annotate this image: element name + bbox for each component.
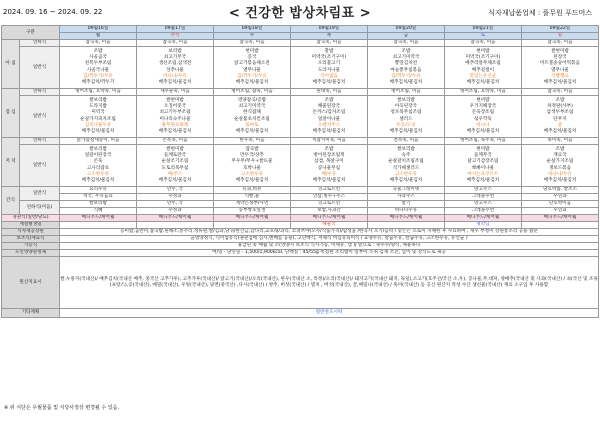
menu-item: 생보드볶음 [548,165,572,171]
weekday-header: 토 [444,33,521,40]
menu-cell [367,145,444,187]
menu-item: 쌀현미밥 [551,48,569,54]
table-row [2,33,599,40]
menu-item: 배추김치/물김치 [389,177,423,183]
date-header: 09월20일 [367,26,444,33]
snack-cell: 쌀보리밥 [60,201,137,208]
snack-cell: 식혜 [60,208,137,215]
menu-item: 배추김치/물김치 [543,128,577,134]
menu-item: 쇠고기두부조림 [159,110,191,116]
menu-item: 닭고기감장조림 [467,159,499,165]
menu-item: 마늘쫑무침볶음 [390,67,422,73]
menu-cell [444,96,521,138]
menu-item: 섞우깍둑 [474,116,492,122]
footnote: ※ 위 식단은 우월물품 및 식당사정상 변경될 수 있음. [4,405,120,411]
menu-item: 생선조림,삼색전 [158,61,192,67]
snack-cell: 수정과 [137,194,214,201]
menu-item: 열무나물 [243,67,261,73]
menu-cell [367,96,444,138]
menu-item: 우유/도넛 [396,122,416,128]
menu-cell [367,47,444,89]
menu-item: 재료국 [553,153,567,159]
snack-cell: 단호박미음 [521,201,598,208]
general-label: 일반식 [20,145,60,187]
snack-cell: 콩부쌍호잎생 [213,208,290,215]
origin-label: 원산지표시 [2,257,60,309]
menu-item: 영양잡곡/콩밥 [237,97,267,103]
meal-plan-table [1,25,599,318]
page-header [0,0,600,28]
menu-cell [137,145,214,187]
yeonhwa-cell: 새우순죽, 미음 [137,89,214,96]
yeonhwa-label: 연하식 [20,89,60,96]
date-header: 09월19일 [290,26,367,33]
menu-item: 뽕잎김치전 [394,61,418,67]
menu-item: 콩국 [247,55,257,61]
menu-item: 돈육장조림 [471,110,495,116]
menu-item: 배추김치/물김치 [466,79,500,85]
menu-item: 고소한우유 [394,171,418,177]
menu-item: 한식잡채 [243,110,261,116]
menu-item: 석어없음 [320,73,338,79]
table-row [2,243,599,250]
menu-item: 콘육 [93,159,103,165]
menu-item: 아욱된장국 [394,104,418,110]
menu-item: 배추김치/물김치 [466,177,500,183]
snack-cell: 인삼,빙수+주스 [290,194,367,201]
menu-item: 숙주 [401,153,411,159]
table-row [2,250,599,257]
snack-cell: 그레몰수면 [444,208,521,215]
menu-item: 잡곡밥 [245,146,259,152]
menu-item: 토마토 [245,122,259,128]
menu-cell [444,145,521,187]
special-cell [213,222,290,229]
menu-item: 배추김치/물김치 [235,128,269,134]
menu-item: 우거지해장국 [469,104,497,110]
note-label: 식자재공장원 [2,229,60,236]
yeonhwa-label: 연하식 [20,138,60,145]
menu-item: 조밥 [401,48,411,54]
tube-feeding-label: 경관식(일반/당뇨) [2,215,60,222]
menu-item: 단무지 [553,116,567,122]
menu-item: 풀무원요플레 [161,122,189,128]
special-cell [367,222,444,229]
snack-cell: 요리우유 [60,187,137,194]
snack-label: 간식 [2,187,20,215]
note-label: 기능식 [2,243,60,250]
page-title: < 건강한 밥상차림표 > [228,6,372,21]
yeonhwa-cell: 원대죽, 미음 [290,89,367,96]
menu-item: 도라지나물 [317,67,341,73]
menu-item: 쌀현미밥 [166,97,184,103]
menu-cell [444,47,521,89]
other-plan-text: 밀반찬도시락 [60,309,599,318]
menu-cell [521,96,598,138]
menu-item: 고소한우유 [240,171,264,177]
menu-item: 쌀현미밥 [166,146,184,152]
date-header: 09월21일 [444,26,521,33]
origin-text: 쌀,누룽지(국내산)/ 배추김치(국내산 배추, 중국산 고추가루), 고추가루(국내산)/ 닭고기(국내산)/오리(국내산), 한우(국내산 소, 특정)/오리(국내산)/ 돼지고기(국내산 돼지, 독일),소고기(호주산/국산 소,우), 콩나물,무,대파, 양배추(국내산 및 사과(국내산) / 쇠(국산 및 조류(프랑스),콩(국내산), 메밀(국내산), 우엉(국내산), 당면(중국산) ,다시(국내산) / 쌍추, 버섯(국내산) / 멸치 , 버섯(국내산), 꿀,메밀나(국내산) / 흑미(국내산) 등 공산 원산지 작성 수산 생선물(국내산) 재료 소구입 후 사용함 [60,257,599,309]
menu-item: 배추김치/물김치 [466,128,500,134]
menu-item: 쇠고기무국 [163,55,187,61]
snack-cell: 곡물그레이넷 [367,187,444,194]
menu-item: 삼색두부조림 [546,110,574,116]
special-cell [521,222,598,229]
menu-item: 배추김치/물김치 [389,79,423,85]
menu-item: 사골국나물 [86,67,110,73]
snack-yeonhwa-label: 연하식(미음) [20,201,60,215]
menu-item: 해물된장국 [317,104,341,110]
menu-item: 미나리숙주나물 [159,116,191,122]
menu-item: 고사리잡초 [86,165,110,171]
menu-item: 쌀보리밥 [397,97,415,103]
menu-item: 전복두부조림 [84,61,112,67]
weekday-header: 수 [213,33,290,40]
menu-item: 바나나/우유 [163,73,187,79]
menu-item: 현미밥 [476,146,490,152]
yeonhwa-cell: 잡곡죽, 미음 [521,89,598,96]
yeonhwa-cell: 흑미죽, 미음 [521,138,598,145]
note-text: 콩미밥,음반미,잡곡밥,원해조,통주리,정류원,쌀/김과,당귀/한산금,감나리,교호래/과리, 코퍼쯔야(오사/식품가격)/합성을 /한곡사 오기/음력 / 맞은는 으로이 지체한 후 수료하여 , 세우 부청이 강원통조리 응용 활분 [60,229,599,236]
yeonhwa-cell: 병어조림, 호박죽, 미음 [444,89,521,96]
menu-item: 보리밥 [168,48,182,54]
menu-cell [213,47,290,89]
snack-general-label: 일반식 [20,187,60,201]
other-plan-label: 기타계획 [2,309,60,318]
yeonhwa-cell: 잡곡죽, 미음 [137,40,214,47]
snack-cell: 수정과 [137,208,214,215]
table-row [2,187,599,194]
menu-item: 무우무/무우+쌀뜨물 [231,159,273,165]
yeonhwa-cell: 병어조림, 녹두죽, 미음 [444,138,521,145]
weekday-header: 일 [521,33,598,40]
menu-cell [137,47,214,89]
menu-item: 사골곰국 [89,55,107,61]
menu-item: 석가떼샐러드 [392,165,420,171]
menu-item: 순살가지피자조림 [80,116,116,122]
menu-item: 쌀보리밥 [89,97,107,103]
date-header: 09월17일 [137,26,214,33]
snack-cell: 망고주스 [444,187,521,194]
menu-item: 배추김치/깍두기 [81,79,115,85]
snack-cell: 만두, 국 [137,201,214,208]
menu-item: 배추김치/물김치 [158,128,192,134]
yeonhwa-cell: 콘복죽, 미음 [137,138,214,145]
menu-item: 미역국(조기구이) [311,55,347,61]
menu-item: 돈까스/감자조림 [312,110,346,116]
weekday-header: 추석 [137,33,214,40]
snack-cell: 식빵,물 [213,194,290,201]
snack-cell: 사과주스 [367,194,444,201]
tube-feeding-cell: 메디푸드/케어웰 [60,215,137,222]
table-row [2,40,599,47]
table-row [2,229,599,236]
menu-item: 쌀보리밥 [89,146,107,152]
note-label: 노인영양관정제 [2,250,60,257]
menu-cell [290,47,367,89]
snack-cell: 잉크토르먼 [290,187,367,194]
special-cell: 정약님 [444,222,521,229]
yeonhwa-cell: 잡곡죽, 미음 [521,40,598,47]
tube-feeding-cell: 메디푸드/케어웰 [444,215,521,222]
menu-item: 삼겹, 목살구이 [314,159,344,165]
breakfast-label: 아 침 [2,40,20,89]
date-header: 09월16일 [60,26,137,33]
snack-cell: 보쌈,사과간 [290,208,367,215]
menu-item: 배추김치/물김치 [158,79,192,85]
menu-cell [290,96,367,138]
menu-item: 배추김치/물김치 [235,177,269,183]
note-text: 여/일 · 당연일 - 1,500/1,900kcal, 단백질 : 45/55g 쪽점편 조리법이 일부이 소취 김제 조진, 심이 및 강식도로 제공 [60,250,599,257]
menu-item: 현미밥 [476,48,490,54]
vendor-text: 식자재납품업체 : 풀무원 푸드머스 [488,9,592,17]
yeonhwa-cell: 닭가슴살새송이, 미음 [60,138,137,145]
yeonhwa-cell: 잡곡죽, 미음 [213,40,290,47]
menu-item: 배/우유 [321,171,337,177]
table-row [2,309,599,318]
menu-item: 식빵쨈요 [551,73,569,79]
menu-item: 호박나물 [243,165,261,171]
note-label: 보조식/재료식 [2,236,60,243]
menu-cell [137,96,214,138]
yeonhwa-cell: 한우죽, 미음 [213,138,290,145]
yeonhwa-cell: 전복죽, 미음 [367,138,444,145]
menu-item: 차정판(샤부) [547,104,573,110]
menu-item: 배추겉절이 [471,67,495,73]
table-row [2,236,599,243]
menu-item: 배/주스 [167,171,183,177]
menu-item: 얼갈이나물 [317,116,341,122]
snack-cell: 유과,바뮤 [213,187,290,194]
menu-item: 조밥 [324,97,334,103]
menu-item: 들깨무국 [474,153,492,159]
menu-item: 순살가지조림 [546,159,574,165]
menu-item: 조밥 [555,97,565,103]
menu-item: 배추김치/물김치 [389,128,423,134]
yeonhwa-cell: 잡곡죽, 미음 [444,40,521,47]
table-row [2,138,599,145]
menu-cell [60,47,137,89]
menu-cell [60,96,137,138]
lunch-label: 점 심 [2,89,20,138]
menu-item: 상추나물 [166,67,184,73]
gubun-header: 구분 [2,26,60,40]
menu-item: 순살갈치조림조림 [388,159,424,165]
menu-cell [290,145,367,187]
menu-item: 쇠고기미역국 [392,55,420,61]
snack-cell: 그레몰수면 [444,194,521,201]
menu-item: 조밥 [555,146,565,152]
snack-cell: 떡국, 두유음료 [60,194,137,201]
menu-item: 배추김치/물김치 [312,177,346,183]
menu-item: 배추김치/물김치 [235,79,269,85]
menu-item: 쌀보리밥 [397,146,415,152]
date-header: 09월22일 [521,26,598,33]
menu-item: 김/깍두기/두유 [237,73,267,79]
yeonhwa-cell: 병어조림, 호박죽, 미음 [60,89,137,96]
general-label: 일반식 [20,47,60,89]
menu-item: 귤 [557,122,563,128]
menu-item: 배추김치/물김치 [158,177,192,183]
yeonhwa-cell: 적잡지미죽, 미음 [290,138,367,145]
menu-item: 미역국(조기구이) [465,55,501,61]
menu-item: 뽀빠이나물 [471,165,495,171]
menu-cell [60,145,137,187]
snack-cell: 바나나우유 [367,208,444,215]
snack-cell: 만두, 국 [137,187,214,194]
menu-item: 도라지밥 [89,104,107,110]
snack-cell: 잉크토르먼 [290,201,367,208]
menu-item: 배추김치/물김치 [81,128,115,134]
menu-item: 바나나 [476,122,490,128]
special-label: 계절별생일 [2,222,60,229]
table-row [2,96,599,138]
menu-item: 바나나/두유 [548,171,572,177]
menu-item: 현미밥 [245,48,259,54]
special-cell [137,222,214,229]
menu-item: 샐러드 [399,116,413,122]
menu-item: 쇠고기미역국 [238,104,266,110]
menu-item: 도토리묵무침 [161,165,189,171]
menu-item: 고소한우유 [86,171,110,177]
menu-item: 김/깍두기/두유 [83,73,113,79]
menu-item: 현미밥 [476,97,490,103]
yeonhwa-label: 연하식 [20,40,60,47]
menu-item: 김치나물두유 [84,122,112,128]
menu-item: 배추김치/물김치 [312,79,346,85]
table-row [2,201,599,208]
menu-item: 순살불초치킨조림 [234,116,270,122]
table-row [2,47,599,89]
menu-item: 얼갈이된장국 [84,153,112,159]
snack-cell: 우연과 [521,208,598,215]
weekday-header: 금 [367,33,444,40]
menu-item: 배추김치/물김치 [543,177,577,183]
menu-item: 배추김치/물김치 [312,128,346,134]
menu-item: 배추김치/물김치 [543,79,577,85]
tube-feeding-cell: 메디푸드/케어웰 [290,215,367,222]
menu-item: 콩나물무침 [317,165,341,171]
table-row [2,208,599,215]
menu-item: 된장국 [553,55,567,61]
snack-cell: 우연과 [521,194,598,201]
menu-item: 조밥 [93,48,103,54]
menu-cell [521,145,598,187]
special-cell: 해물국 [290,222,367,229]
tube-feeding-cell: 메디푸드/케어웰 [367,215,444,222]
table-row [2,215,599,222]
menu-item: 열무나물 [551,67,569,73]
note-text: 용급된 죽 매월 및 소(영양사 보조식 식사가능, 미세유, 캠 )/ 앞으로 : 죽수수/양식, 체용하나 [60,243,599,250]
snack-cell: 계약는정부/사면 [213,201,290,208]
menu-item: 들깨토란국 [163,153,187,159]
menu-item: 닭고기볶음채소전 [234,61,270,67]
menu-cell [213,145,290,187]
menu-item: 청포묵무침조림 [390,110,422,116]
special-cell [60,222,137,229]
snack-cell: 당호박즙, 쌀조소 [521,187,598,194]
period-text: 2024. 09. 16 ~ 2024. 09. 22 [3,8,103,16]
table-row [2,89,599,96]
menu-item: 찰밥 [324,48,334,54]
dinner-label: 저 녁 [2,138,20,187]
menu-item: 김/깍두기/두유 [391,73,421,79]
menu-item: 만두국/상추 [240,153,264,159]
yeonhwa-cell: 병어조림, 잡죽, 미음 [213,89,290,96]
menu-cell [213,96,290,138]
menu-cell [521,47,598,89]
tube-feeding-cell: 메디푸드/케어웰 [213,215,290,222]
table-row [2,26,599,33]
yeonhwa-cell: 잡곡죽, 미음 [60,40,137,47]
note-text: 균영양정식, 식이섬유식(권관검에 심사,변매를 응용), 고단백식, 저체식 어심유의미식 / 요양두유, 칼슘두유, 칼슘주유, 고소한우유, 유산균 ) [60,236,599,243]
weekday-header: 월 [60,33,137,40]
yeonhwa-cell: 잡곡죽, 미음 [367,40,444,47]
yeonhwa-cell: 병어조림, 미음 [367,89,444,96]
menu-item: 오리불고기 [317,61,341,67]
date-header: 09월18일 [213,26,290,33]
table-row [2,257,599,309]
menu-item: 오렌지주스 [317,122,341,128]
snack-cell: 망고주스 [444,201,521,208]
table-row [2,222,599,229]
menu-item: 마시는요쿠르트 [467,171,499,177]
yeonhwa-cell: 잡곡죽, 미음 [290,40,367,47]
menu-item: 배추김치/물김치 [81,177,115,183]
table-row [2,145,599,187]
menu-item: 미트볼숭숭어떡볶음 [539,61,580,67]
table-row [2,194,599,201]
weekday-header: 목 [290,33,367,40]
menu-item: 맛있는유산균 [469,73,497,79]
menu-item: 조밥 [324,146,334,152]
menu-item: 순살조기조림 [161,159,189,165]
snack-cell: 딸기 [367,201,444,208]
menu-item: 메추리알무채조림 [465,61,501,67]
tube-feeding-cell: 메디푸드/케어웰 [137,215,214,222]
menu-item: 방어된장조림게 [313,153,345,159]
general-label: 일반식 [20,96,60,138]
menu-item: 오징어뭇국 [163,104,187,110]
tube-feeding-cell: 메디푸드/케어웰 [521,215,598,222]
menu-item: 미역국 [91,110,105,116]
